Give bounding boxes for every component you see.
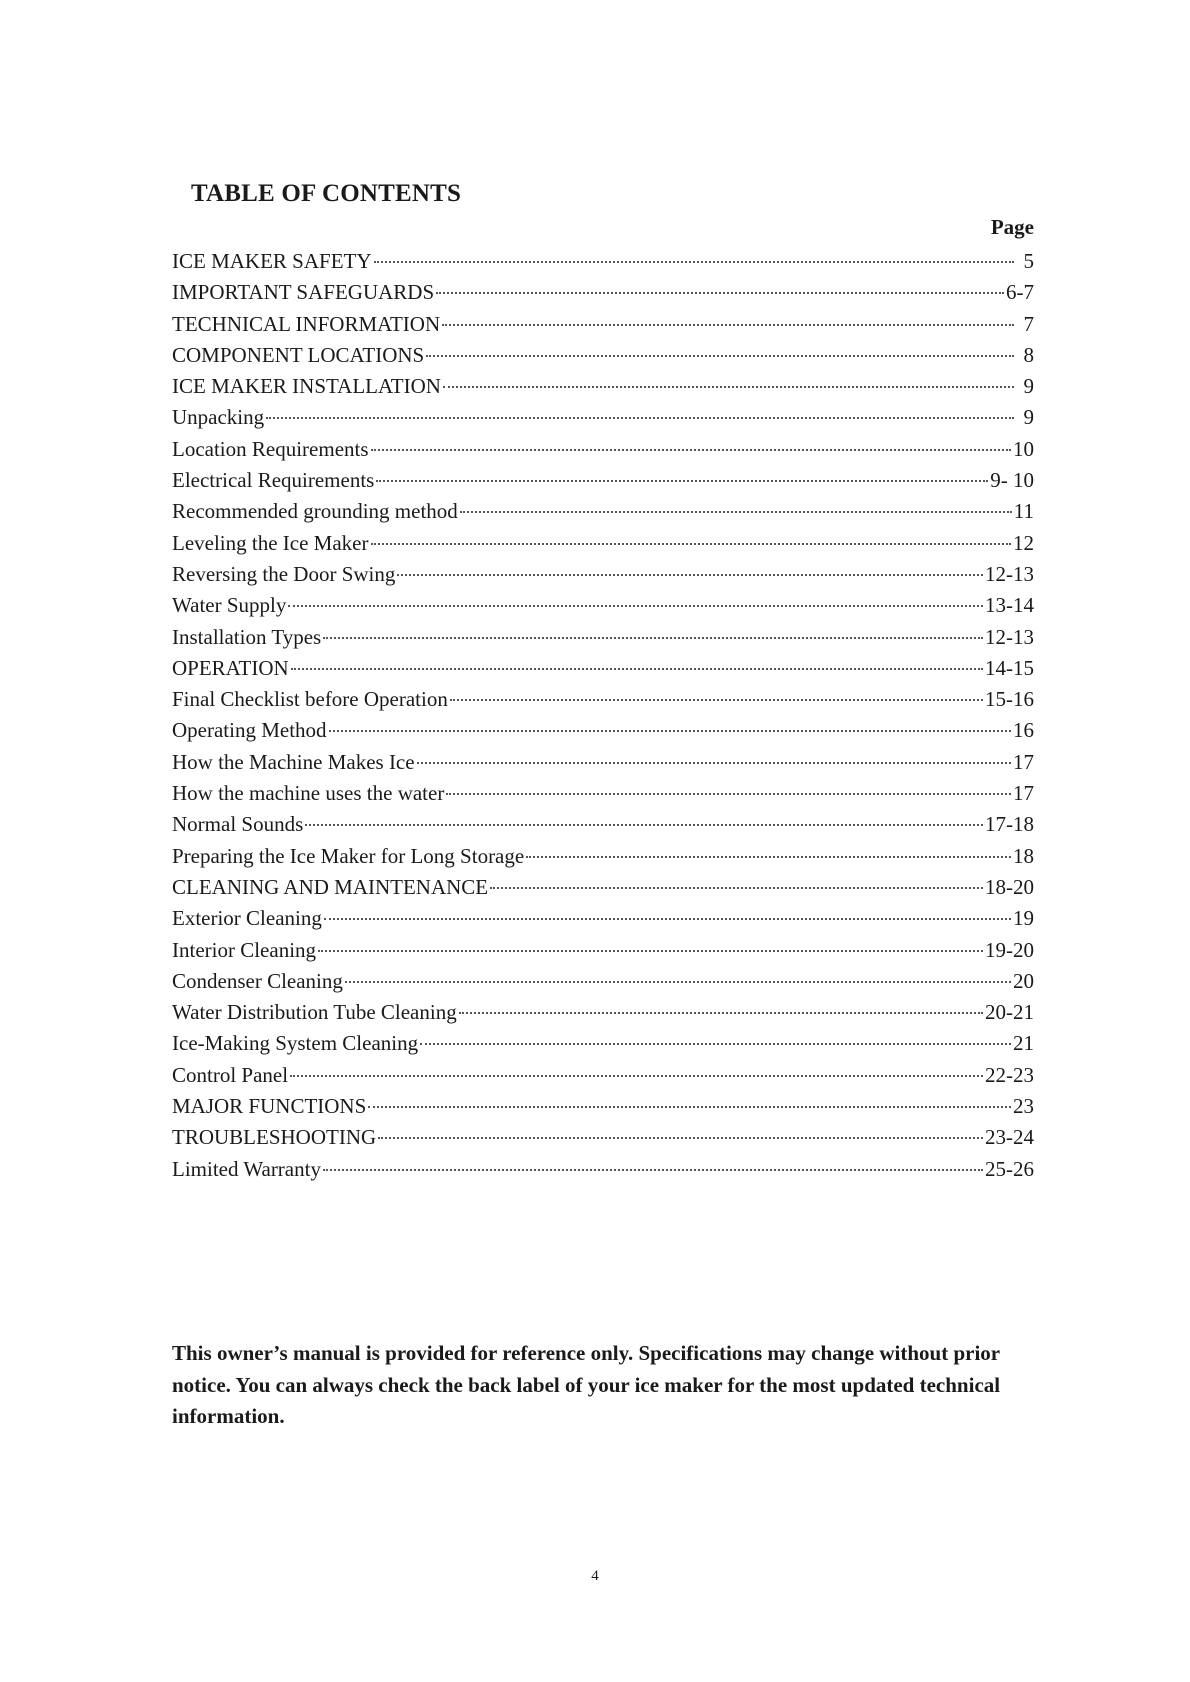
toc-entry-page: 18 <box>1013 843 1034 868</box>
toc-entry-label: CLEANING AND MAINTENANCE <box>172 874 489 899</box>
dot-leader <box>323 637 983 639</box>
reference-notice: This owner’s manual is provided for reference only. Specifications may change without prior notice. You can always check the back label of your ice maker for the most updated technical information. <box>172 1341 1001 1428</box>
toc-entry <box>172 1122 1034 1153</box>
toc-entry <box>172 371 1034 402</box>
toc-entry <box>172 653 1034 684</box>
toc-entry-label: ICE MAKER SAFETY <box>172 249 372 273</box>
toc-entry-label: Final Checklist before Operation <box>172 687 448 712</box>
dot-leader <box>371 449 1011 451</box>
toc-entry <box>172 997 1034 1028</box>
toc-entry-page: 20-21 <box>985 1000 1034 1025</box>
dot-leader <box>266 417 1014 419</box>
toc-entry-label: MAJOR FUNCTIONS <box>172 1094 367 1119</box>
toc-entry-page: 17 <box>1013 749 1034 774</box>
toc-entry <box>172 246 1034 277</box>
dot-leader <box>443 386 1014 388</box>
dot-leader <box>417 762 1011 764</box>
toc-entry-page: 11 <box>1013 499 1034 524</box>
toc-entry <box>172 1060 1034 1091</box>
toc-entry <box>172 1028 1034 1059</box>
toc-entry-page: 9- 10 <box>990 468 1034 493</box>
dot-leader <box>397 574 983 576</box>
toc-entry-label: Condenser Cleaning <box>172 968 343 993</box>
dot-leader <box>290 1075 983 1077</box>
page-number: 4 <box>591 1568 599 1584</box>
dot-leader <box>371 543 1012 545</box>
toc-entry-label: Location Requirements <box>172 436 369 461</box>
toc-entry <box>172 715 1034 746</box>
toc-entry-page: 12 <box>1013 530 1034 555</box>
toc-entry-page: 23-24 <box>985 1125 1034 1150</box>
toc-entry-label: Installation Types <box>172 624 322 649</box>
dot-leader <box>323 1169 983 1171</box>
toc-entry-label: Operating Method <box>172 718 327 743</box>
toc-entry-label: How the Machine Makes Ice <box>172 749 415 774</box>
toc-entry-label: Water Supply <box>172 593 287 618</box>
toc-entry-page: 7 <box>1023 311 1034 336</box>
dot-leader <box>318 950 983 952</box>
dot-leader <box>368 1106 1011 1108</box>
toc-entry <box>172 590 1034 621</box>
toc-entry-label: IMPORTANT SAFEGUARDS <box>172 280 435 305</box>
dot-leader <box>526 856 1011 858</box>
dot-leader <box>436 292 1004 294</box>
toc-entry <box>172 778 1034 809</box>
toc-entry <box>172 559 1034 590</box>
dot-leader <box>450 699 983 701</box>
toc-entry-page: 13-14 <box>985 593 1034 618</box>
toc-entry-label: TECHNICAL INFORMATION <box>172 311 441 336</box>
toc-entry-page: 17 <box>1013 781 1034 806</box>
toc-entry-page: 19-20 <box>985 937 1034 962</box>
toc-entry-label: Normal Sounds <box>172 812 304 837</box>
toc-entry-label: Electrical Requirements <box>172 468 375 493</box>
toc-entry <box>172 402 1034 433</box>
dot-leader <box>291 668 983 670</box>
toc-entry <box>172 465 1034 496</box>
toc-entry-page: 9 <box>1023 405 1034 430</box>
dot-leader <box>420 1043 1011 1045</box>
toc-entry <box>172 1154 1034 1185</box>
toc-entry-label: How the machine uses the water <box>172 781 445 806</box>
toc-entry-page: 20 <box>1013 968 1034 993</box>
toc-entry <box>172 340 1034 371</box>
toc-entry-label: Exterior Cleaning <box>172 906 322 931</box>
toc-entry-page: 12-13 <box>985 561 1034 586</box>
toc-entry-page: 23 <box>1013 1094 1034 1119</box>
toc-entry-page: 16 <box>1013 718 1034 743</box>
dot-leader <box>288 605 983 607</box>
toc-entry <box>172 277 1034 308</box>
toc-entry-label: Interior Cleaning <box>172 937 317 962</box>
toc-entry-page: 25-26 <box>985 1156 1034 1181</box>
page-title: TABLE OF CONTENTS <box>191 180 462 207</box>
toc-entry-page: 18-20 <box>985 874 1034 899</box>
toc-entry <box>172 903 1034 934</box>
dot-leader <box>376 480 988 482</box>
toc-entry-page: 17-18 <box>985 812 1034 837</box>
toc-entry-label: Leveling the Ice Maker <box>172 530 369 555</box>
toc-entry <box>172 966 1034 997</box>
toc-entry <box>172 872 1034 903</box>
toc-entry-label: Control Panel <box>172 1062 289 1087</box>
dot-leader <box>490 887 983 889</box>
toc-entry-page: 8 <box>1023 342 1034 367</box>
toc-entry <box>172 434 1034 465</box>
toc-entry-page: 21 <box>1013 1031 1034 1056</box>
toc-entry-label: Unpacking <box>172 405 265 430</box>
toc-entry-label: COMPONENT LOCATIONS <box>172 342 425 367</box>
toc-entry <box>172 1091 1034 1122</box>
toc-entry-page: 6-7 <box>1006 280 1034 305</box>
page-column-header: Page <box>990 215 1034 239</box>
toc-entry-label: Reversing the Door Swing <box>172 561 396 586</box>
dot-leader <box>329 730 1011 732</box>
dot-leader <box>305 824 983 826</box>
toc-entry-page: 14-15 <box>985 655 1034 680</box>
toc-entry <box>172 528 1034 559</box>
toc-entry-label: ICE MAKER INSTALLATION <box>172 374 441 399</box>
toc-entry-label: Ice-Making System Cleaning <box>172 1031 419 1056</box>
toc-entry <box>172 747 1034 778</box>
toc-entry-page: 15-16 <box>985 687 1034 712</box>
toc-entry <box>172 809 1034 840</box>
dot-leader <box>446 793 1011 795</box>
toc-entry-label: TROUBLESHOOTING <box>172 1125 377 1150</box>
toc-entry-label: Recommended grounding method <box>172 499 458 524</box>
toc-entry-label: Preparing the Ice Maker for Long Storage <box>172 843 525 868</box>
dot-leader <box>459 1012 983 1014</box>
dot-leader <box>426 355 1014 357</box>
toc-entry-page: 5 <box>1023 249 1034 273</box>
toc-entry-page: 12-13 <box>985 624 1034 649</box>
toc-entry-label: OPERATION <box>172 655 289 680</box>
toc-entry <box>172 841 1034 872</box>
dot-leader <box>374 261 1014 263</box>
toc-entry-label: Limited Warranty <box>172 1156 321 1181</box>
toc-entry-page: 10 <box>1013 436 1034 461</box>
dot-leader <box>460 511 1012 513</box>
toc-entry-page: 22-23 <box>985 1062 1034 1087</box>
toc-entry <box>172 309 1034 340</box>
dot-leader <box>442 324 1014 326</box>
dot-leader <box>378 1137 983 1139</box>
dot-leader <box>345 981 1011 983</box>
toc-entry <box>172 684 1034 715</box>
toc-entry-page: 19 <box>1013 906 1034 931</box>
toc-entry-label: Water Distribution Tube Cleaning <box>172 1000 457 1025</box>
toc-entry <box>172 496 1034 527</box>
dot-leader <box>324 918 1011 920</box>
toc-list <box>172 246 1034 1185</box>
toc-entry <box>172 935 1034 966</box>
toc-entry-page: 9 <box>1023 374 1034 399</box>
toc-entry <box>172 622 1034 653</box>
